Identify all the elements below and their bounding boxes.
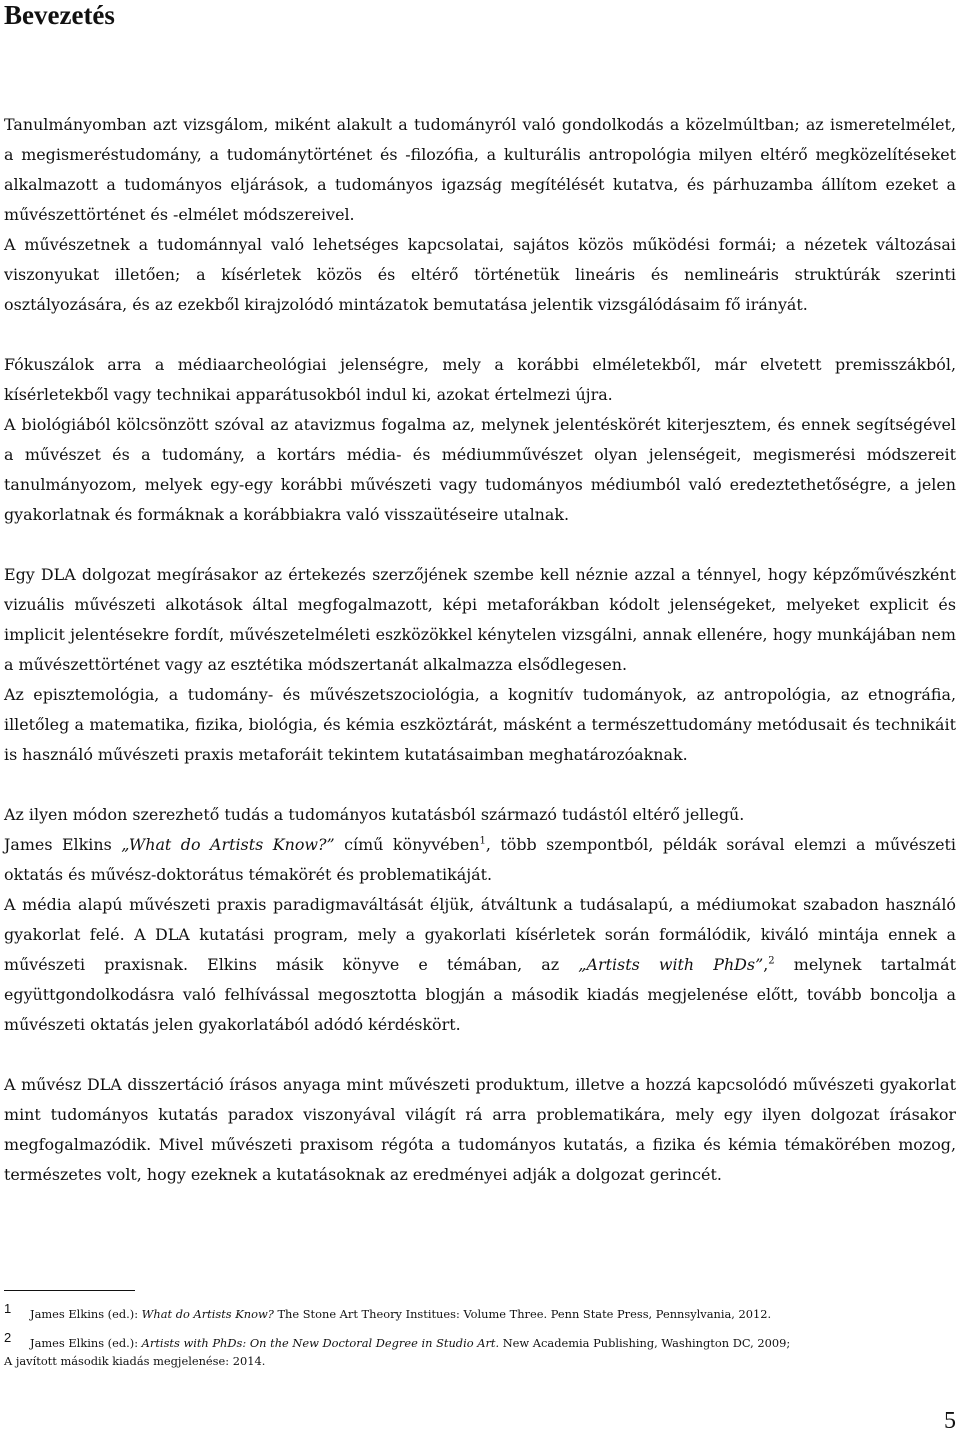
footnotes xyxy=(4,1300,954,1376)
footnote-number: 1 xyxy=(4,1301,12,1316)
paragraph: Tanulmányomban azt vizsgálom, miként alakult a tudományról való gondolkodás a közelmúltban; az ismeretelmélet, a megismeréstudomány, a tudománytörténet és -filozófia, a kulturális antropológia milyen eltérő megközelítéseket alkalmazott a tudományos eljárások, a tudományos igazság megítélését kutatva, és párhuzamba állítom ezeket a művészettörténet és -elmélet módszereivel. xyxy=(4,115,956,224)
paragraph: A biológiából kölcsönzött szóval az atavizmus fogalma az, melynek jelentéskörét kiterjesztem, és ennek segítségével a művészet és a tudomány, a kortárs média- és médiumművészet olyan jelenségeit, megismerési módszereit tanulmányozom, melyek egy-egy korábbi művészeti vagy tudományos médiumból való eredeztethetőségre, a jelen gyakorlatnak és formáknak a korábbiakra való visszaütéseire utalnak. xyxy=(4,415,956,524)
text-run: melynek tartalmát együttgondolkodásra való felhívással megosztotta blogján a második kiadás megjelenése előtt, tovább boncolja a művészeti oktatás jelen gyakorlatából adódó kérdéskört. xyxy=(4,955,956,1034)
footnote-ref[interactable]: 1 xyxy=(479,835,486,847)
footnote-separator xyxy=(4,1290,135,1291)
paragraph: Az episztemológia, a tudomány- és művészetszociológia, a kognitív tudományok, az antropológia, az etnográfia, illetőleg a matematika, fizika, biológia, és kémia eszköztárát, másként a természettudomány metódusait és technikáit is használó művészeti praxis metaforáit tekintem kutatásaimban meghatározóaknak. xyxy=(4,685,956,764)
book-title: „Artists with PhDs” xyxy=(578,955,764,974)
text-run: című könyvében xyxy=(334,835,480,854)
footnote-title: Artists with PhDs: On the New Doctoral Degree in Studio Art. xyxy=(141,1336,500,1350)
paragraph: A művész DLA disszertáció írásos anyaga mint művészeti produktum, illetve a hozzá kapcsolódó művészeti gyakorlat mint tudományos kutatás paradox viszonyával világít rá arra problematikára, mely egy ilyen dolgozat írásakor megfogalmazódik. Mivel művészeti praxisom régóta a tudományos kutatás, a fizika és kémia témakörében mozog, természetes volt, hogy ezeknek a kutatásoknak az eredményei adják a dolgozat gerincét. xyxy=(4,1075,956,1184)
text-run: , több szempontból, példák sorával elemzi a művészeti oktatás és művész-doktorátus témakörét és problematikáját. xyxy=(4,835,957,884)
paragraph: Fókuszálok arra a médiaarcheológiai jelenségre, mely a korábbi elméletekből, már elvetett premisszákból, kísérletekből vagy technikai apparátusokból indul ki, azokat értelmezi újra. xyxy=(4,355,956,404)
footnote-number: 2 xyxy=(4,1330,12,1345)
page-title: Bevezetés xyxy=(4,0,115,30)
footnote-ref[interactable]: 2 xyxy=(768,955,775,967)
footnote-text: A javított második kiadás megjelenése: 2014. xyxy=(4,1354,266,1368)
footnote xyxy=(4,1329,954,1370)
paragraph xyxy=(4,830,956,890)
footnote xyxy=(4,1300,954,1323)
footnote-title: What do Artists Know? xyxy=(141,1307,274,1321)
book-title: „What do Artists Know?” xyxy=(121,835,335,854)
paragraph: Az ilyen módon szerezhető tudás a tudományos kutatásból származó tudástól eltérő jellegű. xyxy=(4,805,745,824)
paragraph: A művészetnek a tudománnyal való lehetséges kapcsolatai, sajátos közös működési formái; a nézetek változásai viszonyukat illetően; a kísérletek közös és eltérő történetük lineáris és nemlineáris struktúrák szerinti osztályozására, és az ezekből kirajzolódó mintázatok bemutatása jelentik vizsgálódásaim fő irányát. xyxy=(4,235,956,314)
footnote-text: James Elkins (ed.): xyxy=(30,1307,142,1321)
footnote-text: James Elkins (ed.): xyxy=(30,1336,142,1350)
footnote-text: The Stone Art Theory Institues: Volume Three. Penn State Press, Pennsylvania, 2012. xyxy=(273,1307,772,1321)
paragraph: Egy DLA dolgozat megírásakor az értekezés szerzőjének szembe kell néznie azzal a ténnyel, hogy képzőművészként vizuális művészeti alkotások által megfogalmazott, képi metaforákban kódolt jelenségeket, melyeket explicit és implicit jelentésekre fordít, művészetelméleti eszközökkel kénytelen vizsgálni, annak ellenére, hogy munkájában nem a művészettörténet vagy az esztétika módszertanát alkalmazza elsődlegesen. xyxy=(4,565,956,674)
body-text xyxy=(4,110,956,1190)
footnote-text: New Academia Publishing, Washington DC, 2009; xyxy=(499,1336,791,1350)
text-run: James Elkins xyxy=(4,835,122,854)
text-run: A média alapú művészeti praxis paradigmaváltását éljük, átváltunk a tudásalapú, a médiumokat szabadon használó gyakorlat felé. A DLA kutatási program, mely a gyakorlati kísérletek során formálódik, kiváló mintája ennek a művészeti praxisnak. Elkins másik könyve e témában, az xyxy=(4,895,956,974)
page-number: 5 xyxy=(944,1408,956,1434)
text-run: , xyxy=(763,955,769,974)
paragraph xyxy=(4,890,956,1040)
